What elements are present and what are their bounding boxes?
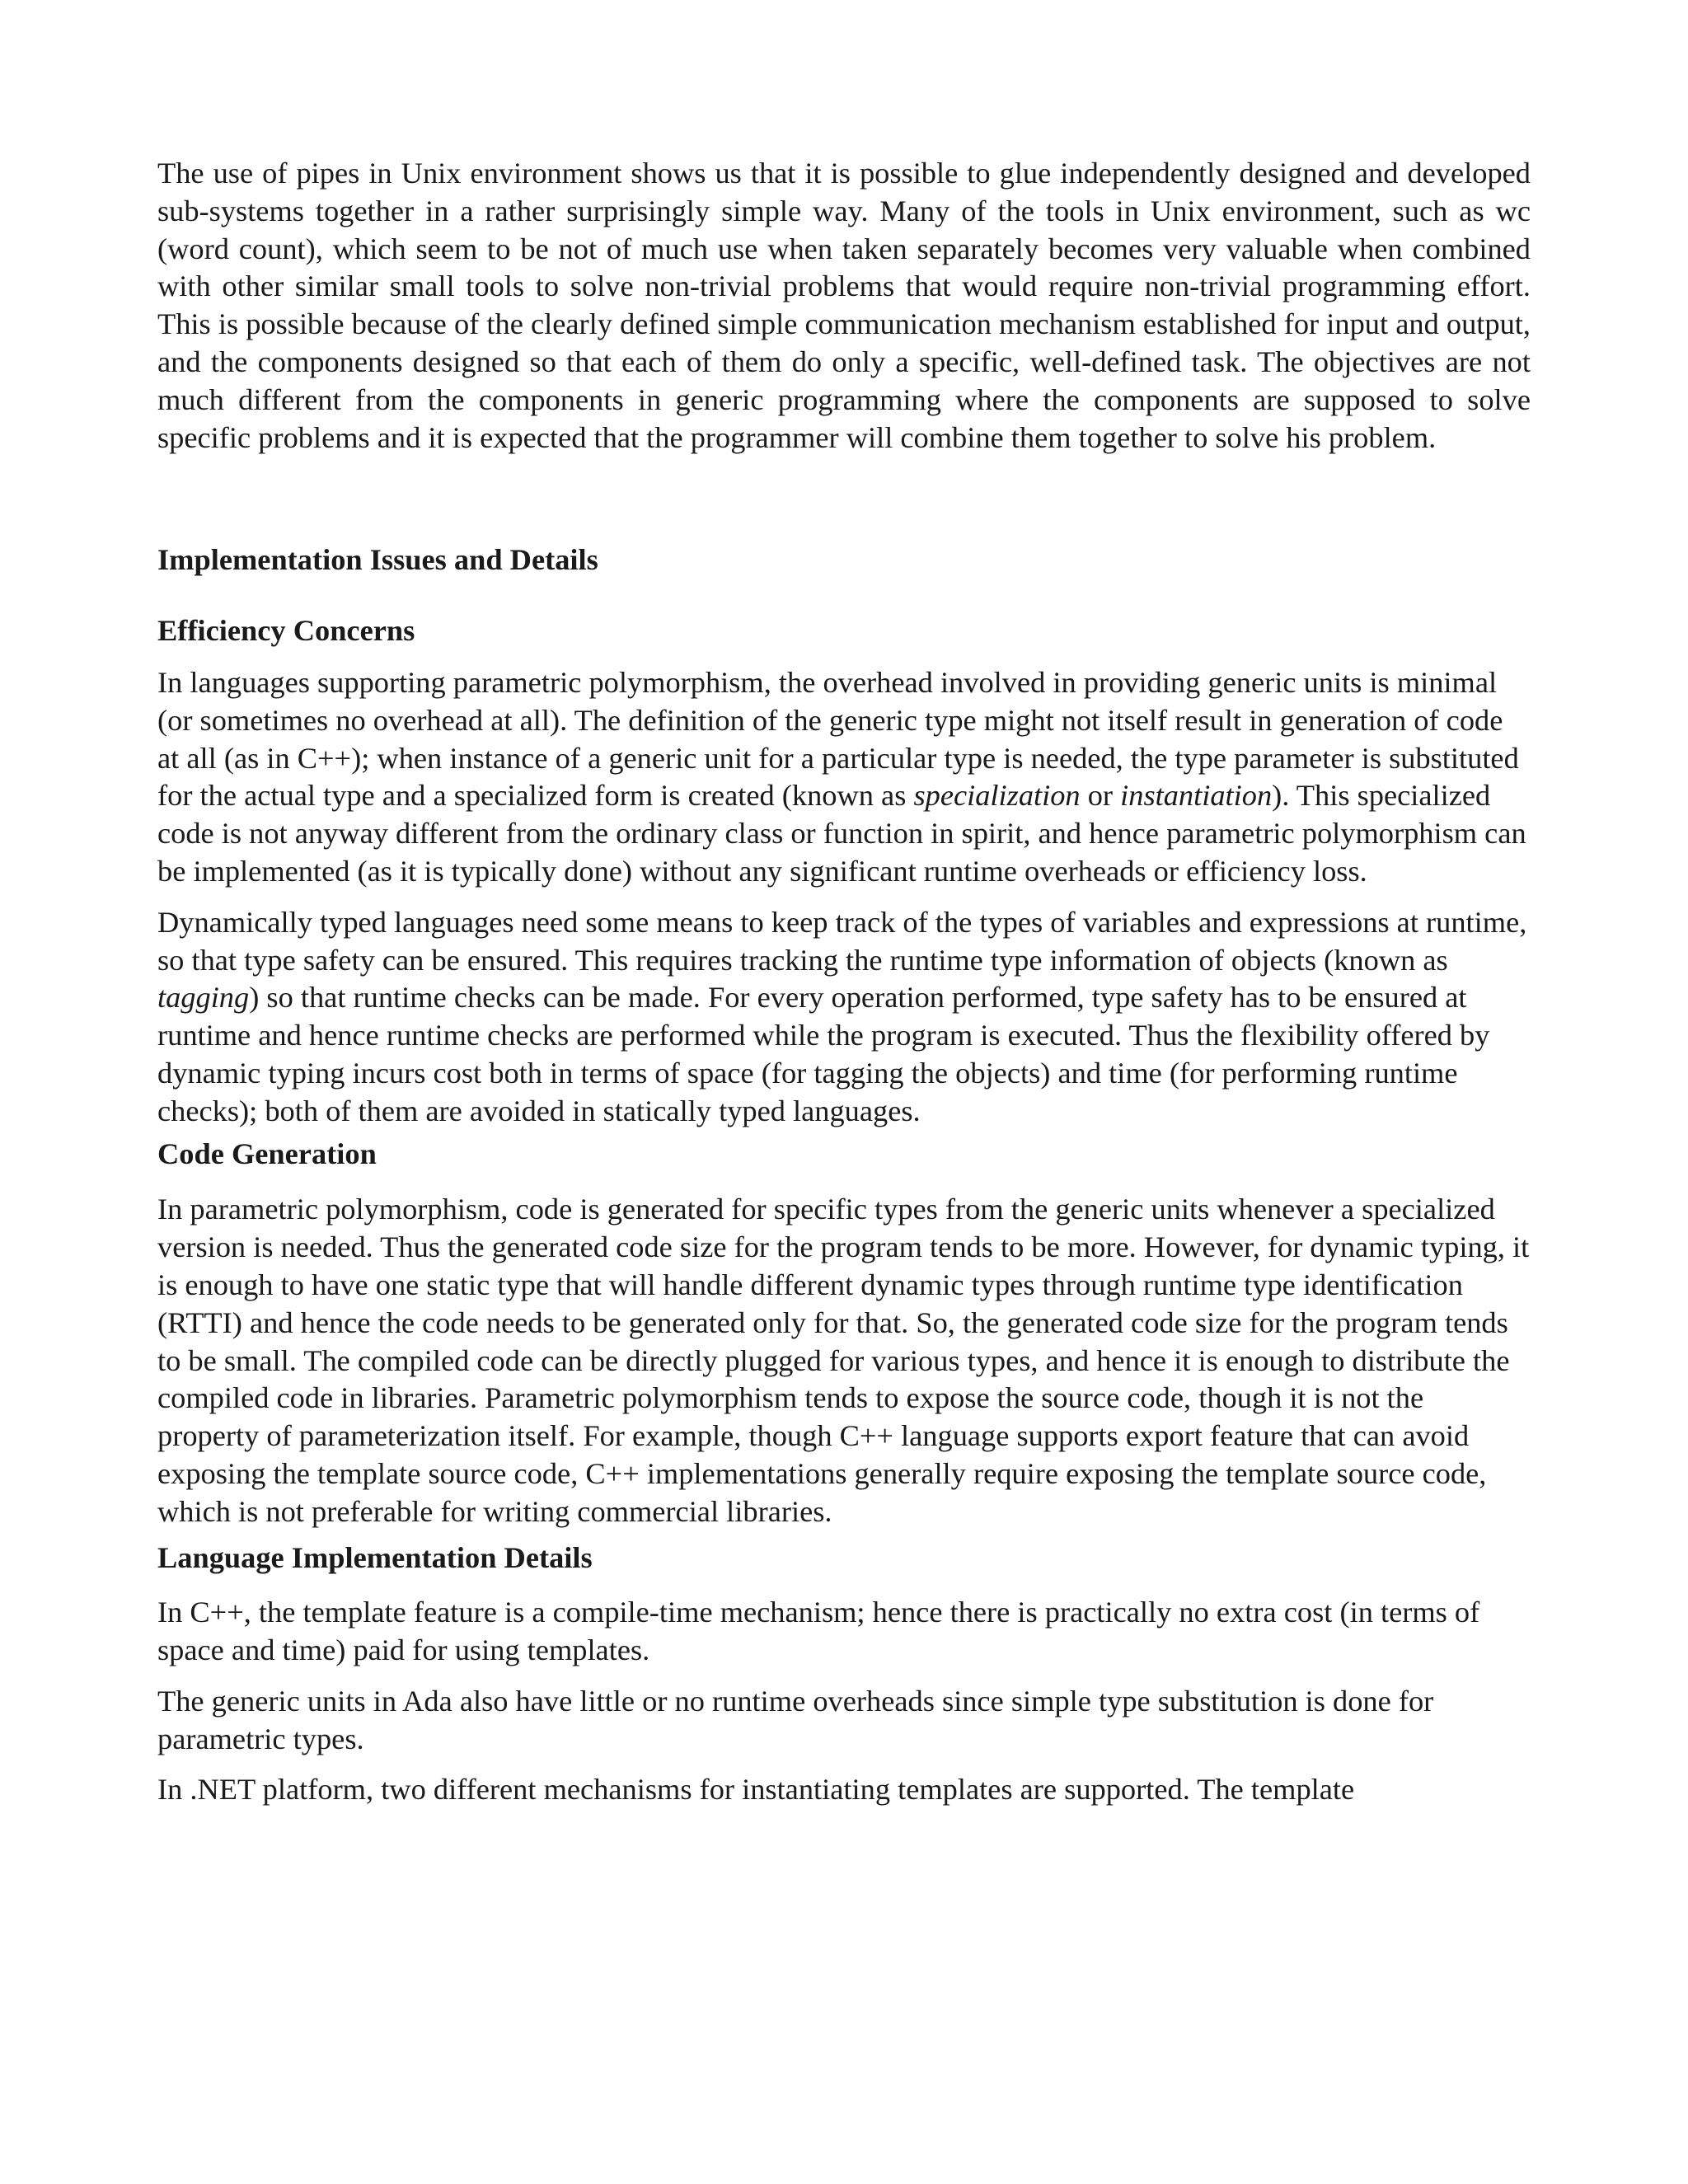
section-spacer bbox=[157, 457, 1531, 541]
term-instantiation: instantiation bbox=[1120, 779, 1273, 813]
term-specialization: specialization bbox=[913, 779, 1081, 813]
language-impl-paragraph-2: The generic units in Ada also have little or no runtime overheads since simple type substitution is done for parametric types. bbox=[157, 1684, 1434, 1755]
text-run: Dynamically typed languages need some means to keep track of the types of variables and expressions at runtime, so that type safety can be ensured. This requires tracking the runtime type information of objects (known as bbox=[157, 905, 1527, 977]
term-tagging: tagging bbox=[157, 981, 250, 1015]
efficiency-paragraph-1 bbox=[157, 664, 1531, 891]
language-impl-paragraph-3: In .NET platform, two different mechanisms for instantiating templates are supported. The template bbox=[157, 1773, 1355, 1807]
text-run: ) so that runtime checks can be made. For every operation performed, type safety has to be ensured at runtime and hence runtime checks are performed while the program is executed. Thus the flexibility offered by dynamic typing incurs cost both in terms of space (for tagging the objects) and time (for performing runtime checks); both of them are avoided in statically typed languages. bbox=[157, 981, 1490, 1127]
heading-code-generation: Code Generation bbox=[157, 1137, 377, 1170]
heading-implementation-issues: Implementation Issues and Details bbox=[157, 543, 598, 577]
language-impl-paragraph-1: In C++, the template feature is a compile-time mechanism; hence there is practically no extra cost (in terms of space and time) paid for using templates. bbox=[157, 1596, 1480, 1667]
code-generation-paragraph: In parametric polymorphism, code is generated for specific types from the generic units whenever a specialized version is needed. Thus the generated code size for the program tends to be more. However, for dynamic typing, it is enough to have one static type that will handle different dynamic types through runtime type identification (RTTI) and hence the code needs to be generated only for that. So, the generated code size for the program tends to be small. The compiled code can be directly plugged for various types, and hence it is enough to distribute the compiled code in libraries. Parametric polymorphism tends to expose the source code, though it is not the property of parameterization itself. For example, though C++ language supports export feature that can avoid exposing the template source code, C++ implementations generally require exposing the template source code, which is not preferable for writing commercial libraries. bbox=[157, 1193, 1530, 1528]
text-run: ). This specialized code is not anyway different from the ordinary class or function in spirit, and hence parametric polymorphism can be implemented (as it is typically done) without any significant runtime overheads or efficiency loss. bbox=[157, 779, 1526, 888]
text-run: or bbox=[1080, 779, 1121, 813]
efficiency-paragraph-2 bbox=[157, 904, 1531, 1131]
heading-language-implementation: Language Implementation Details bbox=[157, 1540, 593, 1574]
intro-paragraph: The use of pipes in Unix environment shows us that it is possible to glue independently designed and developed sub-systems together in a rather surprisingly simple way. Many of the tools in Unix environment, such as wc (word count), which seem to be not of much use when taken separately becomes very valuable when combined with other similar small tools to solve non-trivial problems that would require non-trivial programming effort. This is possible because of the clearly defined simple communication mechanism established for input and output, and the components designed so that each of them do only a specific, well-defined task. The objectives are not much different from the components in generic programming where the components are supposed to solve specific problems and it is expected that the programmer will combine them together to solve his problem. bbox=[157, 157, 1531, 454]
text-run: In languages supporting parametric polymorphism, the overhead involved in providing generic units is minimal (or sometimes no overhead at all). The definition of the generic type might not itself result in generation of code at all (as in C++); when instance of a generic unit for a particular type is needed, the type parameter is substituted for the actual type and a specialized form is created (known as bbox=[157, 665, 1519, 813]
heading-efficiency-concerns: Efficiency Concerns bbox=[157, 614, 415, 648]
